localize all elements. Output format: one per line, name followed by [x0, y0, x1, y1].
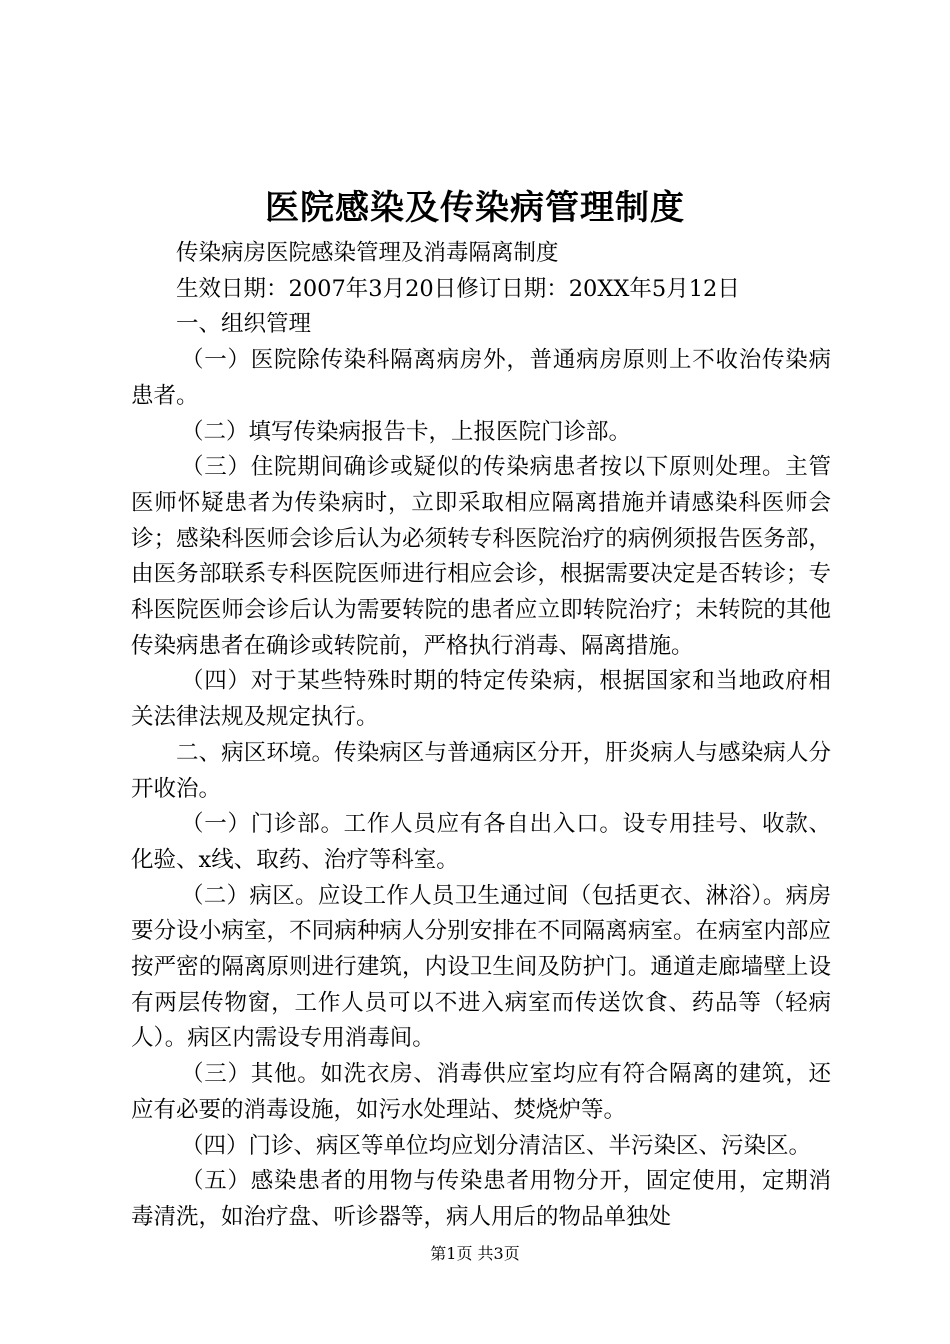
document-title: 医院感染及传染病管理制度 [265, 188, 685, 228]
paragraph-item: （一）门诊部。工作人员应有各自出入口。设专用挂号、收款、化验、x线、取药、治疗等科室。 [131, 811, 831, 873]
paragraph-item: （三）住院期间确诊或疑似的传染病患者按以下原则处理。主管医师怀疑患者为传染病时，立即采取相应隔离措施并请感染科医师会诊；感染科医师会诊后认为必须转专科医院治疗的病例须报告医务部，由医务部联系专科医院医师进行相应会诊，根据需要决定是否转诊；专科医院医师会诊后认为需要转院的患者应立即转院治疗；未转院的其他传染病患者在确诊或转院前，严格执行消毒、隔离措施。 [131, 454, 831, 659]
section-heading-organization: 一、组织管理 [176, 311, 312, 338]
paragraph-item: （五）感染患者的用物与传染患者用物分开，固定使用，定期消毒清洗，如治疗盘、听诊器等，病人用后的物品单独处 [131, 1168, 831, 1230]
paragraph-item: （二）病区。应设工作人员卫生通过间（包括更衣、淋浴）。病房要分设小病室，不同病种病人分别安排在不同隔离病室。在病室内部应按严密的隔离原则进行建筑，内设卫生间及防护门。通道走廊墙壁上设有两层传物窗，工作人员可以不进入病室而传送饮食、药品等（轻病人）。病区内需设专用消毒间。 [131, 882, 831, 1052]
paragraph-item: （三）其他。如洗衣房、消毒供应室均应有符合隔离的建筑，还应有必要的消毒设施，如污水处理站、焚烧炉等。 [131, 1061, 831, 1123]
paragraph-dates: 生效日期：2007年3月20日修订日期：20XX年5月12日 [176, 275, 740, 302]
paragraph-subtitle: 传染病房医院感染管理及消毒隔离制度 [176, 240, 559, 266]
document-body [131, 236, 831, 1236]
section-heading-environment: 二、病区环境。传染病区与普通病区分开，肝炎病人与感染病人分开收治。 [131, 739, 831, 802]
paragraph-item: （四）对于某些特殊时期的特定传染病，根据国家和当地政府相关法律法规及规定执行。 [131, 668, 831, 731]
page-number-footer: 第1页 共3页 [430, 1244, 520, 1263]
paragraph-item: （一）医院除传染科隔离病房外，普通病房原则上不收治传染病患者。 [131, 347, 831, 409]
paragraph-item: （二）填写传染病报告卡，上报医院门诊部。 [181, 418, 632, 445]
paragraph-item: （四）门诊、病区等单位均应划分清洁区、半污染区、污染区。 [181, 1132, 812, 1159]
